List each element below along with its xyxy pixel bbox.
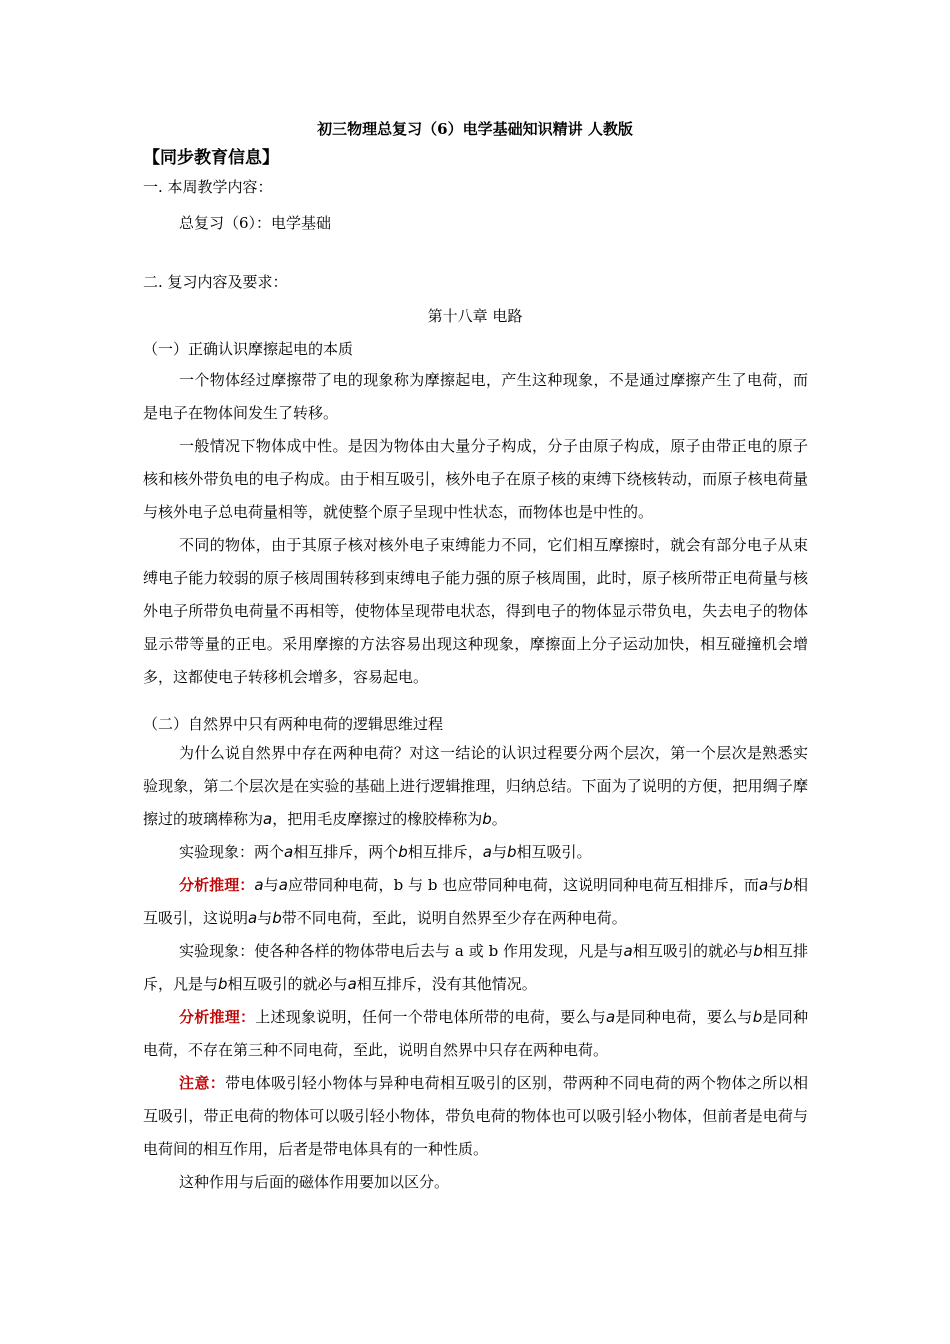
sub2-paragraph-1: 为什么说自然界中存在两种电荷？对这一结论的认识过程要分两个层次，第一个层次是熟悉实验现象，第二个层次是在实验的基础上进行逻辑推理，归纳总结。下面为了说明的方便，把用绸子摩擦过的玻璃棒称为a，把用毛皮摩擦过的橡胶棒称为b。 bbox=[143, 744, 808, 828]
note-label: 注意： bbox=[179, 1074, 226, 1092]
part1-heading: 一. 本周教学内容： bbox=[143, 178, 273, 196]
experiment-2: 实验现象：使各种各样的物体带电后去与 a 或 b 作用发现，凡是与a相互吸引的就必与b相互排斥，凡是与b相互吸引的就必与a相互排斥，没有其他情况。 bbox=[143, 942, 808, 993]
sub1-paragraph-3: 不同的物体，由于其原子核对核外电子束缚能力不同，它们相互摩擦时，就会有部分电子从束缚电子能力较弱的原子核周围转移到束缚电子能力强的原子核周围，此时，原子核所带正电荷量与核外电子所带负电荷量不再相等，使物体呈现带电状态，得到电子的物体显示带负电，失去电子的物体显示带等量的正电。采用摩擦的方法容易出现这种现象，摩擦面上分子运动加快，相互碰撞机会增多，这都使电子转移机会增多，容易起电。 bbox=[143, 536, 808, 686]
sub2-heading: （二）自然界中只有两种电荷的逻辑思维过程 bbox=[143, 715, 444, 733]
sub1-paragraph-1: 一个物体经过摩擦带了电的现象称为摩擦起电，产生这种现象，不是通过摩擦产生了电荷，而是电子在物体间发生了转移。 bbox=[143, 371, 808, 422]
analysis-label: 分析推理： bbox=[179, 876, 255, 894]
section-header: 【同步教育信息】 bbox=[143, 148, 279, 168]
sub2-paragraphs bbox=[143, 737, 808, 1199]
analysis-label: 分析推理： bbox=[179, 1008, 256, 1026]
final-line: 这种作用与后面的磁体作用要加以区分。 bbox=[179, 1173, 450, 1191]
chapter-title: 第十八章 电路 bbox=[427, 307, 523, 325]
sub1-paragraphs bbox=[143, 364, 808, 694]
sub1-heading: （一）正确认识摩擦起电的本质 bbox=[143, 340, 354, 358]
document-title: 初三物理总复习（6）电学基础知识精讲 人教版 bbox=[317, 120, 633, 138]
sub1-paragraph-2: 一般情况下物体成中性。是因为物体由大量分子构成，分子由原子构成，原子由带正电的原子核和核外带负电的电子构成。由于相互吸引，核外电子在原子核的束缚下绕核转动，而原子核电荷量与核外电子总电荷量相等，就使整个原子呈现中性状态，而物体也是中性的。 bbox=[143, 437, 808, 521]
part2-heading: 二. 复习内容及要求： bbox=[143, 273, 288, 291]
analysis-1: 分析推理：a与a应带同种电荷，b 与 b 也应带同种电荷，这说明同种电荷互相排斥，而a与b相互吸引，这说明a与b带不同电荷，至此，说明自然界至少存在两种电荷。 bbox=[143, 876, 808, 927]
analysis-2: 分析推理：上述现象说明，任何一个带电体所带的电荷，要么与a是同种电荷，要么与b是同种电荷，不存在第三种不同电荷，至此，说明自然界中只存在两种电荷。 bbox=[143, 1008, 808, 1059]
symbol-b: b bbox=[482, 810, 492, 828]
symbol-a: a bbox=[263, 810, 273, 828]
experiment-1: 实验现象：两个a相互排斥，两个b相互排斥，a与b相互吸引。 bbox=[179, 843, 592, 861]
note: 注意：带电体吸引轻小物体与异种电荷相互吸引的区别，带两种不同电荷的两个物体之所以相互吸引，带正电荷的物体可以吸引轻小物体，带负电荷的物体也可以吸引轻小物体，但前者是电荷与电荷间的相互作用，后者是带电体具有的一种性质。 bbox=[143, 1074, 808, 1158]
part1-content: 总复习（6）：电学基础 bbox=[179, 214, 332, 232]
